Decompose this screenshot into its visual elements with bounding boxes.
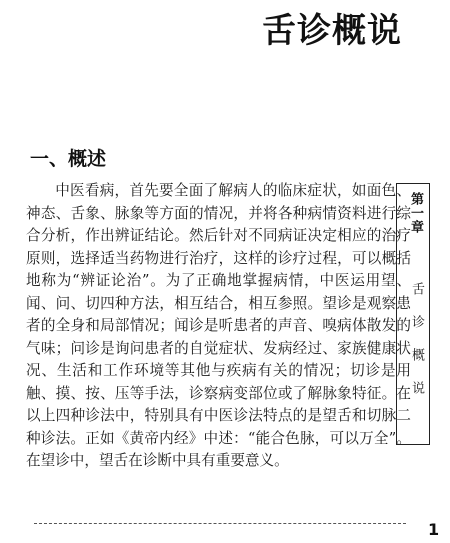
chapter-label: 第一章	[408, 192, 423, 234]
section-heading: 一、概述	[30, 148, 107, 170]
bottom-rule	[34, 523, 406, 524]
chapter-title-vertical: 舌诊概说	[409, 282, 424, 414]
page-mark: 1	[428, 520, 440, 539]
body-paragraph: 中医看病，首先要全面了解病人的临床症状，如面色、神态、舌象、脉象等方面的情况，并将各种病情资料进行综合分析，作出辨证结论。然后针对不同病证决定相应的治疗原则，选择适当药物进行治疗，这样的诊疗过程，可以概括地称为“辨证论治”。为了正确地掌握病情，中医运用望、闻、问、切四种方法，相互结合，相互参照。望诊是观察患者的全身和局部情况；闻诊是听患者的声音、嗅病体散发的气味；问诊是询问患者的自觉症状、发病经过、家族健康状况、生活和工作环境等其他与疾病有关的情况；切诊是用触、摸、按、压等手法，诊察病变部位或了解脉象特征。在以上四种诊法中，特别具有中医诊法特点的是望舌和切脉二种诊法。正如《黄帝内经》中述：“能合色脉，可以万全”。在望诊中，望舌在诊断中具有重要意义。	[26, 182, 411, 469]
page-title: 舌诊概说	[262, 11, 402, 51]
